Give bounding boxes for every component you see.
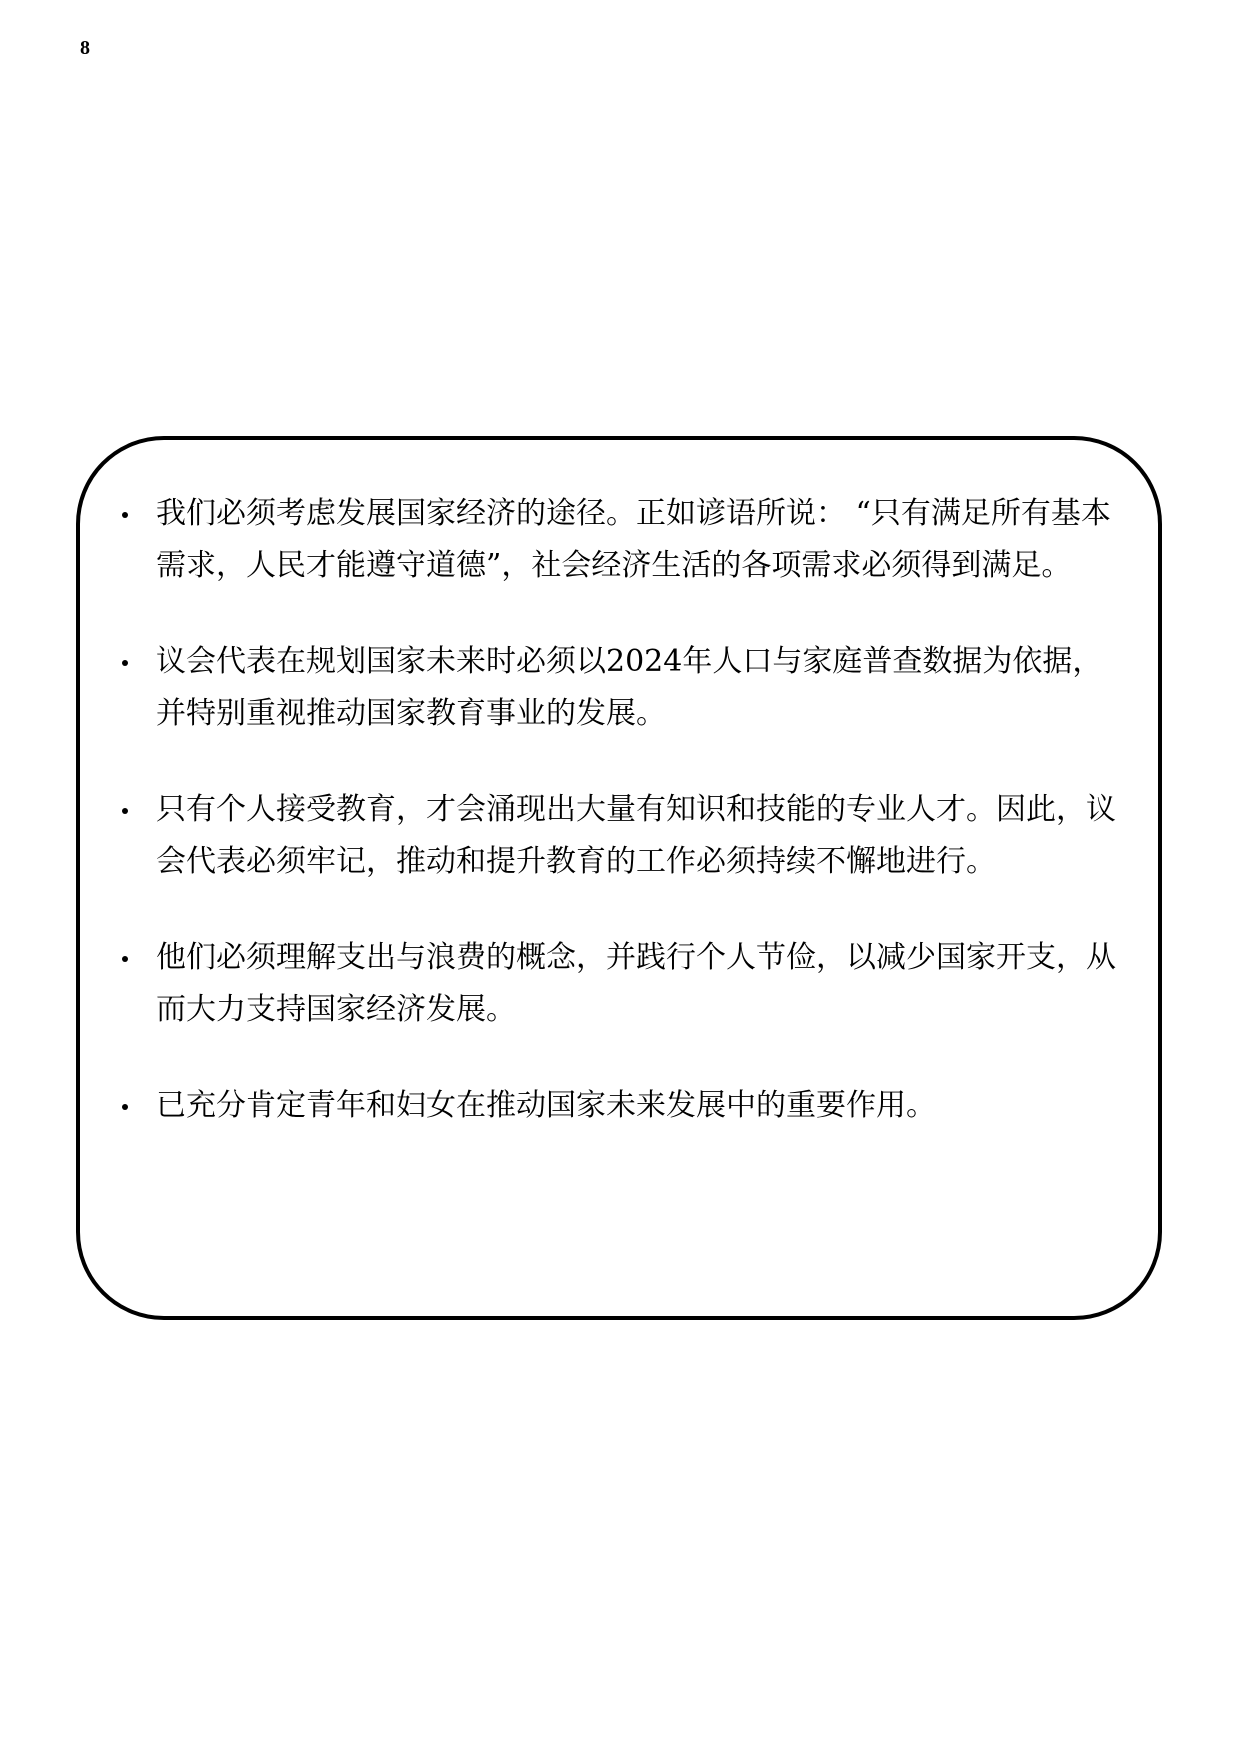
- list-item: [156, 636, 1126, 740]
- bullet-icon: [122, 808, 128, 814]
- bullet-icon: [122, 1104, 128, 1110]
- page-number: 8: [80, 37, 90, 59]
- list-item-text: 只有个人接受教育，才会涌现出大量有知识和技能的专业人才。因此，议会代表必须牢记，推动和提升教育的工作必须持续不懈地进行。: [156, 792, 1116, 879]
- bullet-list: [156, 488, 1126, 1132]
- list-item-text: 已充分肯定青年和妇女在推动国家未来发展中的重要作用。: [156, 1088, 936, 1123]
- list-item: [156, 932, 1126, 1036]
- bullet-icon: [122, 512, 128, 518]
- list-item-text: 他们必须理解支出与浪费的概念，并践行个人节俭，以减少国家开支，从而大力支持国家经济发展。: [156, 940, 1116, 1027]
- bullet-icon: [122, 660, 128, 666]
- list-item-text: 议会代表在规划国家未来时必须以2024年人口与家庭普查数据为依据，并特别重视推动国家教育事业的发展。: [156, 644, 1103, 731]
- list-item-text: 我们必须考虑发展国家经济的途径。正如谚语所说： “只有满足所有基本需求，人民才能遵守道德”，社会经济生活的各项需求必须得到满足。: [156, 496, 1111, 583]
- list-item: [156, 488, 1126, 592]
- bullet-icon: [122, 956, 128, 962]
- list-item: [156, 1080, 1126, 1132]
- list-item: [156, 784, 1126, 888]
